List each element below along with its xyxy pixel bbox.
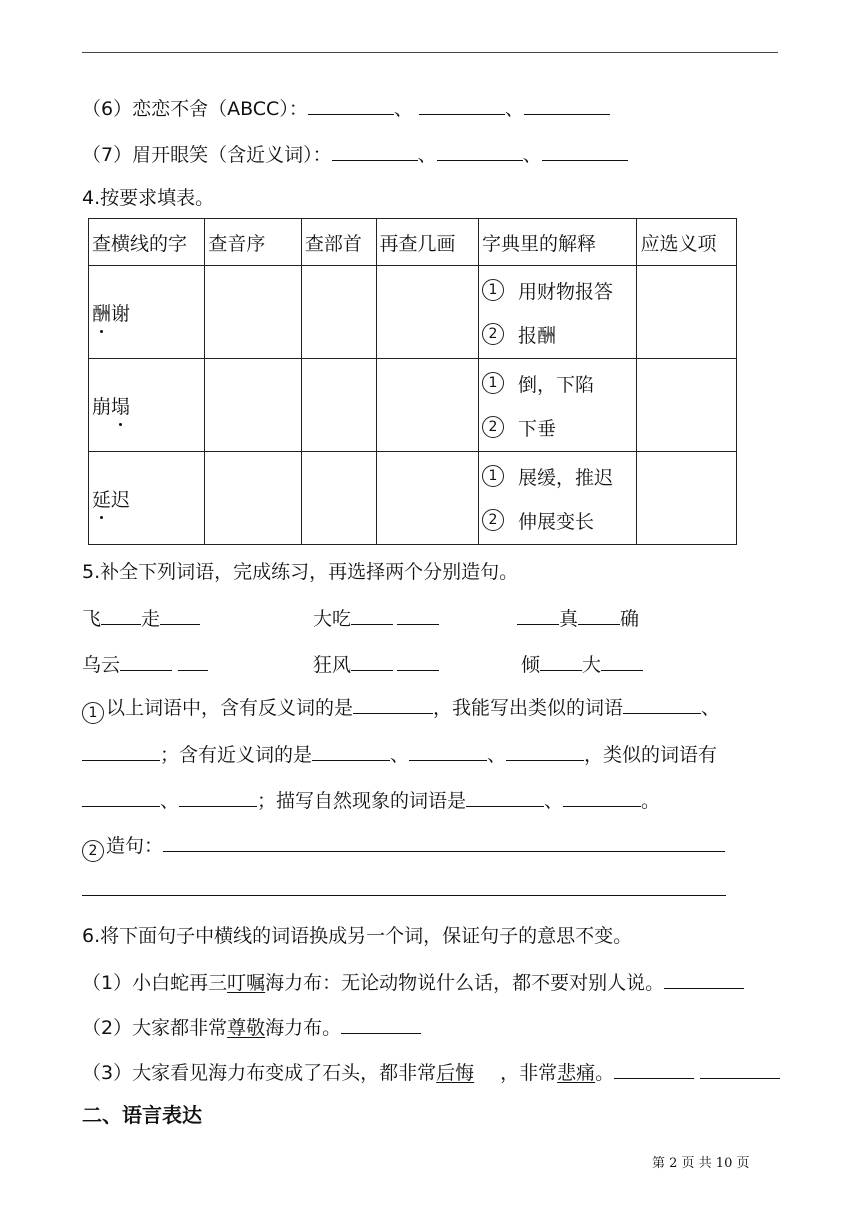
answer-cell-jihua[interactable] — [376, 359, 478, 452]
circled-number: 1 — [482, 279, 504, 301]
idiom-blank[interactable] — [397, 652, 439, 671]
idiom-blank[interactable] — [540, 652, 582, 671]
idiom-blank[interactable] — [101, 606, 141, 625]
sentence-text: ，非常 — [500, 1062, 558, 1084]
similar-blank[interactable] — [623, 695, 701, 714]
q7-blank-3[interactable] — [542, 142, 628, 161]
similar-blank[interactable] — [82, 742, 160, 761]
word-cell — [89, 452, 205, 545]
exercise-text: 。 — [641, 790, 661, 812]
header-cell: 查音序 — [205, 219, 302, 266]
idiom-char: 确 — [620, 608, 640, 630]
idiom-blank[interactable] — [601, 652, 643, 671]
answer-cell-choice[interactable] — [637, 359, 737, 452]
word-cell — [89, 359, 205, 452]
idiom-char: 大吃 — [313, 608, 352, 630]
table-row — [89, 266, 737, 359]
answer-cell-yinxu[interactable] — [205, 452, 302, 545]
table-header-row — [89, 219, 737, 266]
exercise-text: 、 — [487, 744, 507, 766]
exercise-2-line-1 — [82, 833, 725, 862]
replacement-blank[interactable] — [700, 1060, 780, 1079]
question-6 — [82, 96, 610, 121]
meaning-text: 倒，下陷 — [518, 373, 595, 396]
header-rule — [82, 52, 778, 53]
sentence-2 — [82, 1015, 421, 1040]
header-cell: 应选义项 — [637, 219, 737, 266]
section-5-title: 5.补全下列词语，完成练习，再选择两个分别造句。 — [82, 561, 519, 583]
underlined-word: 叮嘱 — [227, 972, 266, 994]
circled-number: 2 — [482, 416, 504, 438]
sentence-text: 海力布：无论动物说什么话，都不要对别人说。 — [265, 972, 665, 994]
answer-cell-bushou[interactable] — [301, 359, 376, 452]
circled-number: 1 — [82, 702, 104, 724]
header-cell: 查部首 — [301, 219, 376, 266]
exercise-text: 以上词语中，含有反义词的是 — [106, 697, 354, 719]
page-footer: 第 2 页 共 10 页 — [652, 1156, 750, 1171]
circled-number: 2 — [82, 840, 104, 862]
underlined-word: 后悔 — [436, 1062, 475, 1084]
q6-blank-3[interactable] — [524, 96, 610, 115]
q6-prompt: （6）恋恋不舍（ABCC）： — [82, 98, 308, 120]
exercise-text: 、 — [701, 697, 721, 719]
answer-cell-jihua[interactable] — [376, 452, 478, 545]
idiom-blank[interactable] — [397, 606, 439, 625]
idiom-blank[interactable] — [517, 606, 559, 625]
sentence-text: （3）大家看见海力布变成了石头，都非常 — [82, 1062, 437, 1084]
exercise-1-line-1 — [82, 695, 720, 724]
circled-number: 1 — [482, 372, 504, 394]
dotted-char: 延 — [92, 485, 111, 512]
idiom-char: 狂风 — [313, 654, 352, 676]
section-4-title: 4.按要求填表。 — [82, 187, 215, 209]
q7-sep-1: 、 — [417, 144, 437, 166]
nature-blank[interactable] — [466, 788, 544, 807]
idiom-blank[interactable] — [160, 606, 200, 625]
idiom-char: 飞 — [82, 608, 102, 630]
meaning-cell — [479, 266, 637, 359]
idiom-row-2-col-3 — [521, 652, 643, 677]
circled-number: 2 — [482, 509, 504, 531]
idiom-blank[interactable] — [351, 652, 393, 671]
idiom-char: 大 — [582, 654, 602, 676]
section-two-heading: 二、语言表达 — [82, 1103, 202, 1127]
exercise-text: 、 — [160, 790, 180, 812]
answer-cell-bushou[interactable] — [301, 452, 376, 545]
sentence-blank[interactable] — [163, 833, 725, 852]
word-cell — [89, 266, 205, 359]
replacement-blank[interactable] — [614, 1060, 694, 1079]
similar-blank[interactable] — [179, 788, 257, 807]
meaning-cell — [479, 359, 637, 452]
idiom-row-1-col-2 — [313, 606, 439, 631]
q7-sep-2: 、 — [522, 144, 542, 166]
exercise-1-line-2 — [82, 742, 717, 767]
answer-cell-choice[interactable] — [637, 266, 737, 359]
meaning-text: 报酬 — [518, 324, 557, 347]
answer-cell-choice[interactable] — [637, 452, 737, 545]
replacement-blank[interactable] — [664, 970, 744, 989]
answer-cell-yinxu[interactable] — [205, 266, 302, 359]
exercise-text: ；含有近义词的是 — [160, 744, 313, 766]
exercise-text: 造句： — [106, 835, 164, 857]
idiom-blank[interactable] — [178, 652, 208, 671]
idiom-row-2-col-1 — [82, 652, 208, 677]
q6-sep-2: 、 — [504, 98, 524, 120]
plain-char: 崩 — [92, 395, 112, 418]
idiom-row-1-col-1 — [82, 606, 200, 631]
dotted-char: 塌 — [111, 392, 130, 419]
sentence-3 — [82, 1060, 780, 1085]
plain-char: 谢 — [111, 302, 131, 325]
idiom-blank[interactable] — [578, 606, 620, 625]
meaning-text: 伸展变长 — [518, 510, 595, 533]
sentence-text: 。 — [595, 1062, 615, 1084]
exercise-text: ，我能写出类似的词语 — [433, 697, 624, 719]
replacement-blank[interactable] — [341, 1015, 421, 1034]
exercise-text: ，类似的词语有 — [584, 744, 718, 766]
header-cell: 再查几画 — [376, 219, 478, 266]
idiom-char: 走 — [141, 608, 161, 630]
exercise-text: 、 — [390, 744, 410, 766]
exercise-2-line-2 — [82, 877, 726, 902]
dotted-char: 酬 — [92, 299, 111, 326]
q6-blank-2[interactable] — [419, 96, 505, 115]
circled-number: 1 — [482, 465, 504, 487]
exercise-text: ；描写自然现象的词语是 — [257, 790, 467, 812]
sentence-text: （2）大家都非常 — [82, 1017, 228, 1039]
section-6-title: 6.将下面句子中横线的词语换成另一个词，保证句子的意思不变。 — [82, 925, 633, 947]
meaning-text: 展缓，推迟 — [518, 466, 614, 489]
exercise-1-line-3 — [82, 788, 660, 813]
synonym-blank[interactable] — [409, 742, 487, 761]
synonym-blank[interactable] — [312, 742, 390, 761]
idiom-row-1-col-3 — [517, 606, 639, 631]
antonym-blank[interactable] — [353, 695, 433, 714]
idiom-blank[interactable] — [120, 652, 172, 671]
idiom-row-2-col-2 — [313, 652, 439, 677]
header-cell: 查横线的字 — [89, 219, 205, 266]
answer-cell-jihua[interactable] — [376, 266, 478, 359]
idiom-blank[interactable] — [351, 606, 393, 625]
answer-cell-bushou[interactable] — [301, 266, 376, 359]
underlined-word: 悲痛 — [557, 1062, 596, 1084]
q7-blank-2[interactable] — [437, 142, 523, 161]
meaning-text: 下垂 — [518, 417, 557, 440]
sentence-text: 海力布。 — [265, 1017, 342, 1039]
header-cell: 字典里的解释 — [479, 219, 637, 266]
sentence-1 — [82, 970, 744, 995]
table-row — [89, 452, 737, 545]
nature-blank[interactable] — [563, 788, 641, 807]
underlined-word: 尊敬 — [227, 1017, 266, 1039]
synonym-blank[interactable] — [506, 742, 584, 761]
similar-blank[interactable] — [82, 788, 160, 807]
plain-char: 迟 — [111, 488, 131, 511]
q7-blank-1[interactable] — [332, 142, 418, 161]
idiom-char: 倾 — [521, 654, 541, 676]
q6-blank-1[interactable] — [308, 96, 394, 115]
dictionary-table — [88, 218, 737, 545]
question-7 — [82, 142, 628, 167]
idiom-char: 乌云 — [82, 654, 121, 676]
sentence-blank[interactable] — [82, 877, 726, 896]
exercise-text: 、 — [544, 790, 564, 812]
meaning-cell — [479, 452, 637, 545]
answer-cell-yinxu[interactable] — [205, 359, 302, 452]
circled-number: 2 — [482, 323, 504, 345]
sentence-text: （1）小白蛇再三 — [82, 972, 228, 994]
q7-prompt: （7）眉开眼笑（含近义词）： — [82, 144, 332, 166]
idiom-char: 真 — [559, 608, 579, 630]
q6-sep-1: 、 — [393, 98, 413, 120]
table-row — [89, 359, 737, 452]
meaning-text: 用财物报答 — [518, 280, 614, 303]
